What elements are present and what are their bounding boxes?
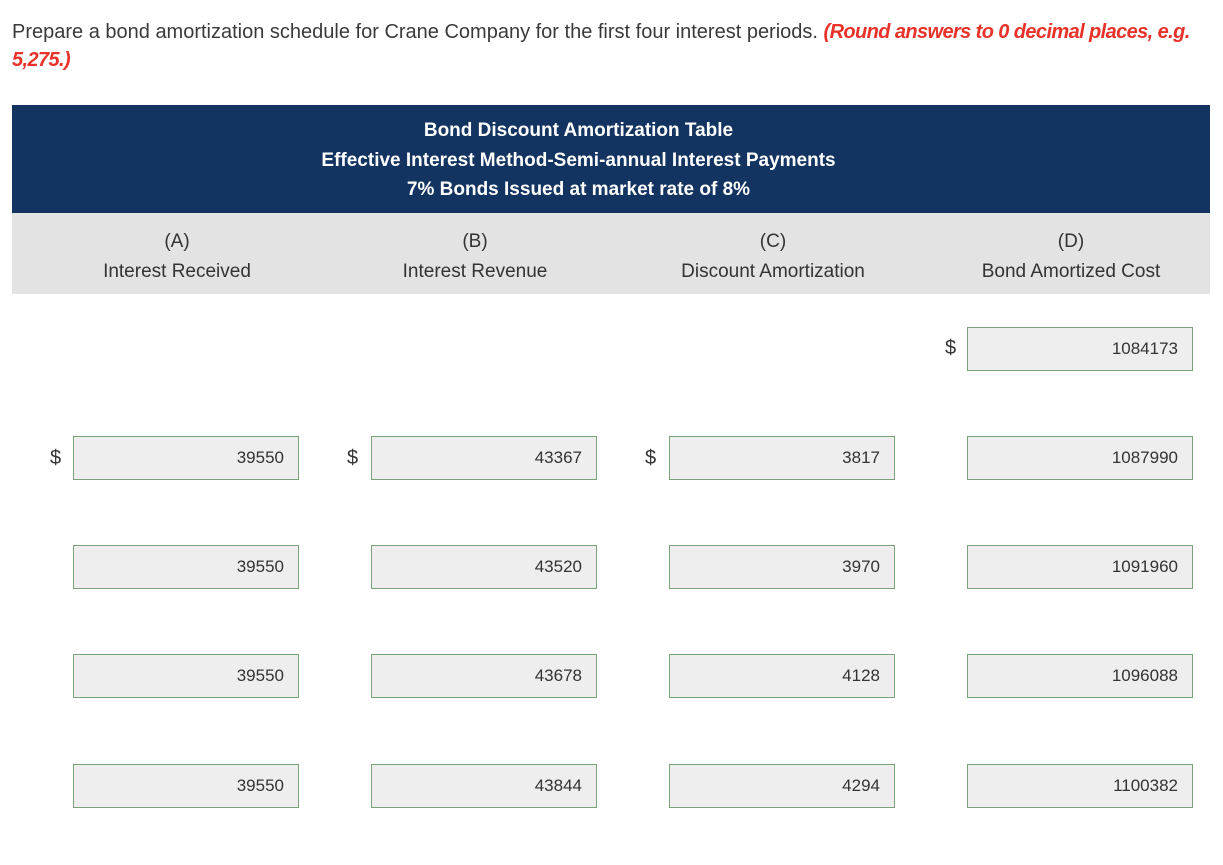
column-header-interest-received: [28, 227, 326, 287]
row1-interest-received-input[interactable]: [73, 436, 299, 480]
column-header-bond-amortized-cost: [922, 227, 1220, 287]
initial-amortized-cost-input[interactable]: [967, 327, 1193, 371]
currency-symbol: $: [645, 447, 657, 469]
row2-interest-revenue-input[interactable]: [371, 545, 597, 589]
table-subtitle-method: Effective Interest Method-Semi-annual Interest Payments: [321, 149, 836, 171]
column-header-row: [12, 213, 1210, 294]
column-label: Interest Received: [103, 261, 251, 282]
row3-interest-received-input[interactable]: [73, 654, 299, 698]
instructions-text: Prepare a bond amortization schedule for Crane Company for the first four interest periods.: [12, 21, 824, 43]
column-label: Discount Amortization: [681, 261, 865, 282]
row1-interest-revenue-input[interactable]: [371, 436, 597, 480]
row3-bond-amortized-cost-input[interactable]: [967, 654, 1193, 698]
rounding-note: (Round answers to 0 decimal places, e.g. 5,275.): [12, 21, 1190, 71]
row4-interest-revenue-input[interactable]: [371, 764, 597, 808]
instructions: [12, 18, 1212, 74]
column-letter: (C): [759, 231, 787, 252]
column-header-discount-amortization: [624, 227, 922, 287]
column-letter: (A): [164, 231, 190, 252]
currency-symbol: $: [945, 337, 957, 359]
table-title: Bond Discount Amortization Table: [423, 120, 734, 141]
column-label: Interest Revenue: [402, 261, 548, 282]
table-title-banner: [12, 105, 1210, 213]
row1-discount-amortization-input[interactable]: [669, 436, 895, 480]
table-subtitle-rate: 7% Bonds Issued at market rate of 8%: [406, 179, 751, 200]
column-letter: (D): [1057, 231, 1085, 252]
row2-discount-amortization-input[interactable]: [669, 545, 895, 589]
currency-symbol: $: [50, 447, 62, 469]
row2-interest-received-input[interactable]: [73, 545, 299, 589]
row3-discount-amortization-input[interactable]: [669, 654, 895, 698]
row2-bond-amortized-cost-input[interactable]: [967, 545, 1193, 589]
column-label: Bond Amortized Cost: [981, 261, 1161, 282]
row1-bond-amortized-cost-input[interactable]: [967, 436, 1193, 480]
column-letter: (B): [462, 231, 488, 252]
row4-bond-amortized-cost-input[interactable]: [967, 764, 1193, 808]
currency-symbol: $: [347, 447, 359, 469]
column-header-interest-revenue: [326, 227, 624, 287]
row3-interest-revenue-input[interactable]: [371, 654, 597, 698]
row4-discount-amortization-input[interactable]: [669, 764, 895, 808]
row4-interest-received-input[interactable]: [73, 764, 299, 808]
